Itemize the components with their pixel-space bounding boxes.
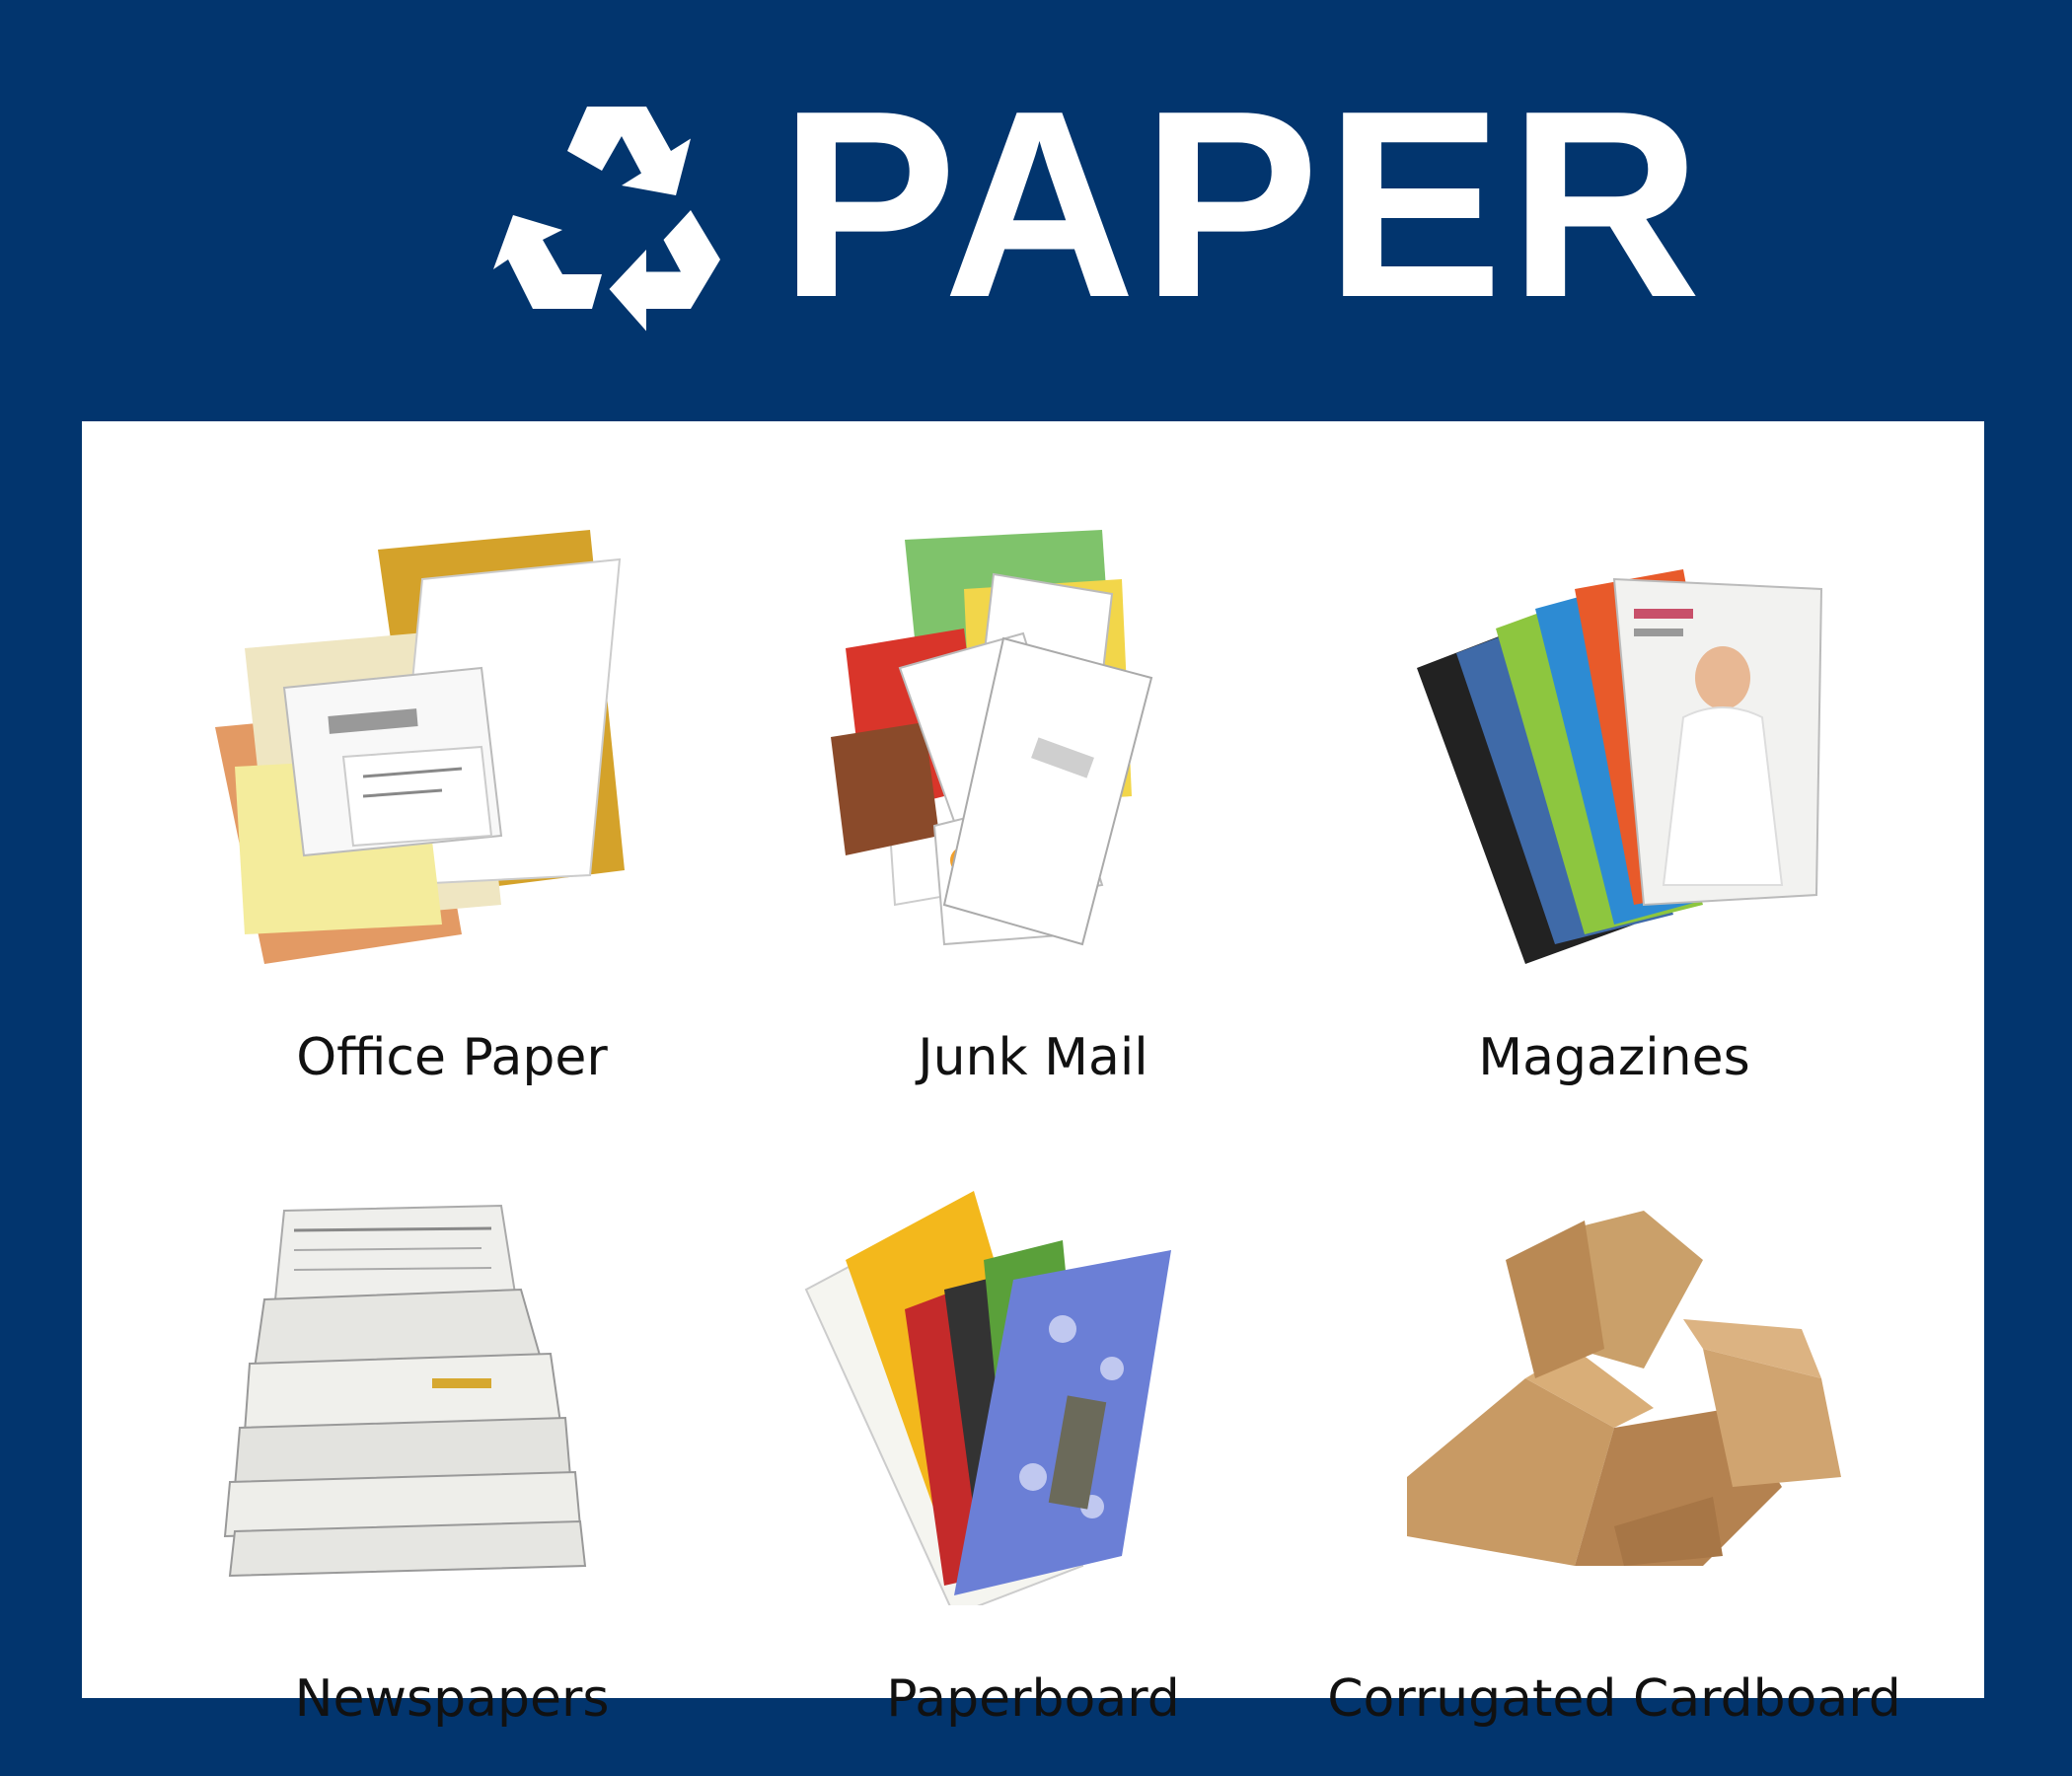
- category-newspapers: [126, 1151, 777, 1729]
- corrugated-cardboard-image: [1289, 1151, 1940, 1605]
- newspapers-label: Newspapers: [294, 1669, 610, 1729]
- junk-mail-image: [707, 510, 1359, 964]
- header: [0, 0, 2072, 419]
- category-corrugated-cardboard: [1289, 1151, 1940, 1729]
- junk-mail-label: Junk Mail: [918, 1028, 1148, 1087]
- office-paper-label: Office Paper: [296, 1028, 608, 1087]
- content-panel: [82, 421, 1984, 1729]
- corrugated-cardboard-label: Corrugated Cardboard: [1327, 1669, 1901, 1729]
- category-paperboard: [707, 1151, 1359, 1729]
- recycle-icon: [488, 87, 745, 333]
- category-junk-mail: [707, 510, 1359, 1087]
- office-paper-image: [126, 510, 777, 964]
- paperboard-image: [707, 1151, 1359, 1605]
- newspapers-image: [126, 1151, 777, 1605]
- magazines-label: Magazines: [1478, 1028, 1750, 1087]
- magazines-image: [1289, 510, 1940, 964]
- category-office-paper: [126, 510, 777, 1087]
- page-title: PAPER: [779, 56, 1708, 353]
- paperboard-label: Paperboard: [886, 1669, 1180, 1729]
- category-magazines: [1289, 510, 1940, 1087]
